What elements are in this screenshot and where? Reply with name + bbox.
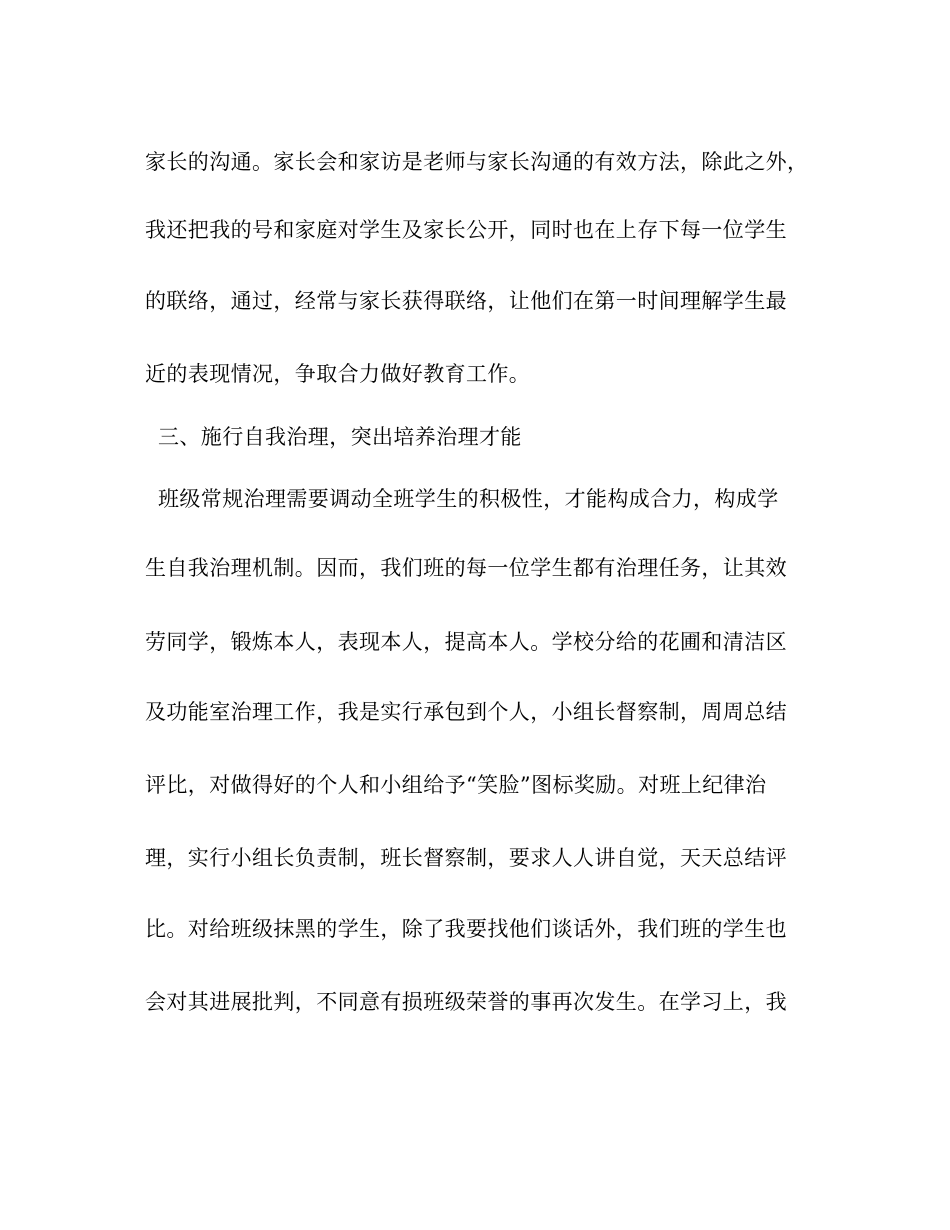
text-line: 生自我治理机制。因而，我们班的每一位学生都有治理任务，让其效 [145, 556, 787, 580]
text-line: 比。对给班级抹黑的学生，除了我要找他们谈话外，我们班的学生也 [145, 917, 787, 941]
text-line: 会对其进展批判，不同意有损班级荣誉的事再次发生。在学习上，我 [145, 990, 787, 1014]
text-line: 评比，对做得好的个人和小组给予“笑脸”图标奖励。对班上纪律治 [145, 773, 767, 797]
text-line: 近的表现情况，争取合力做好教育工作。 [145, 362, 531, 386]
section-heading: 三、施行自我治理，突出培养治理才能 [158, 425, 522, 449]
text-line: 班级常规治理需要调动全班学生的积极性，才能构成合力，构成学 [158, 487, 779, 511]
text-line: 家长的沟通。家长会和家访是老师与家长沟通的有效方法，除此之外， [145, 150, 809, 174]
text-line: 及功能室治理工作，我是实行承包到个人，小组长督察制，周周总结 [145, 700, 787, 724]
text-line: 理，实行小组长负责制，班长督察制，要求人人讲自觉，天天总结评 [145, 846, 787, 870]
text-line: 劳同学，锻炼本人，表现本人，提高本人。学校分给的花圃和清洁区 [145, 630, 787, 654]
text-line: 我还把我的号和家庭对学生及家长公开，同时也在上存下每一位学生 [145, 218, 787, 242]
text-line: 的联络，通过，经常与家长获得联络，让他们在第一时间理解学生最 [145, 289, 787, 313]
